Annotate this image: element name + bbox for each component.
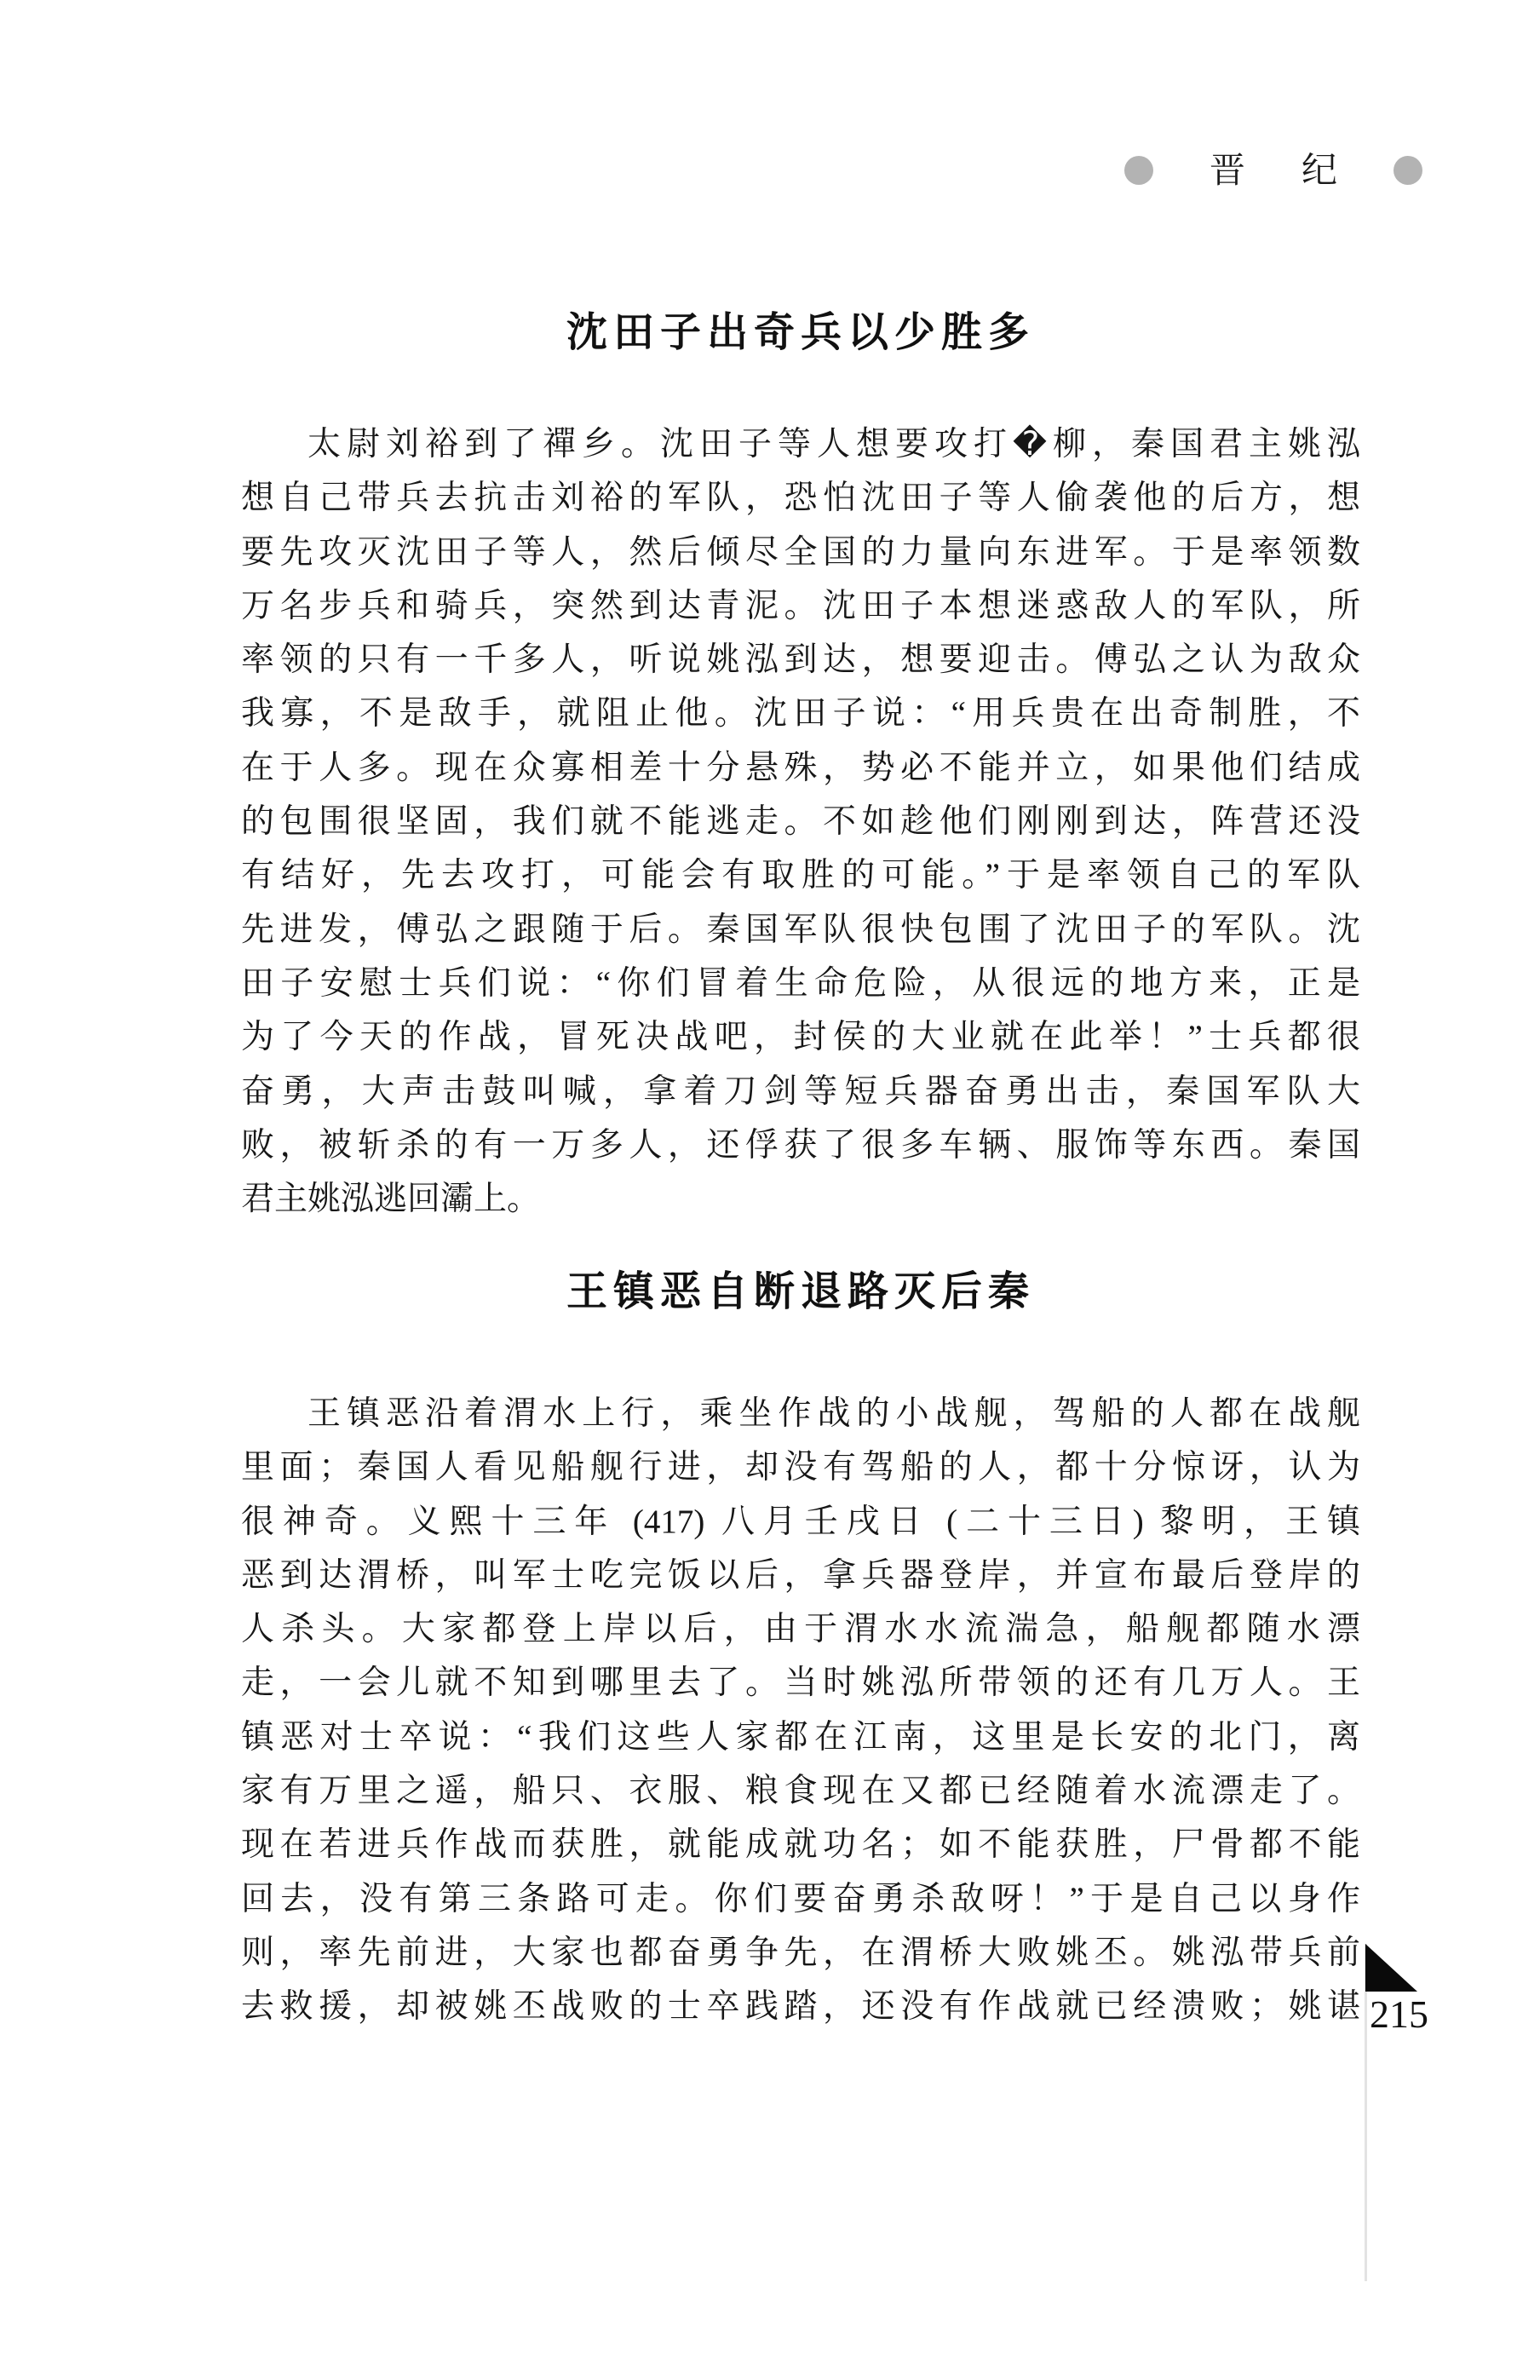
text-line: 很神奇。义熙十三年 (417) 八月壬戌日 (二十三日) 黎明，王镇 bbox=[241, 1503, 1360, 1540]
text-line: 现在若进兵作战而获胜，就能成就功名；如不能获胜，尸骨都不能 bbox=[241, 1826, 1360, 1864]
text-line: 先进发，傅弘之跟随于后。秦国军队很快包围了沈田子的军队。沈 bbox=[241, 911, 1360, 948]
text-line: 则，率先前进，大家也都奋勇争先，在渭桥大败姚丕。姚泓带兵前 bbox=[241, 1934, 1360, 1971]
header-dot-icon bbox=[1124, 156, 1153, 185]
page-corner-triangle-icon bbox=[1365, 1944, 1417, 1992]
text-line: 奋勇，大声击鼓叫喊，拿着刀剑等短兵器奋勇出击，秦国军队大 bbox=[241, 1072, 1360, 1110]
text-line: 在于人多。现在众寡相差十分悬殊，势必不能并立，如果他们结成 bbox=[241, 749, 1360, 786]
text-line: 君主姚泓逃回灞上。 bbox=[241, 1181, 541, 1218]
section-title: 王镇恶自断退路灭后秦 bbox=[566, 1269, 1035, 1314]
text-line: 王镇恶沿着渭水上行，乘坐作战的小战舰，驾船的人都在战舰 bbox=[307, 1395, 1360, 1432]
page-number: 215 bbox=[1370, 1992, 1428, 2036]
running-header bbox=[1124, 150, 1422, 191]
text-line: 家有万里之遥，船只、衣服、粮食现在又都已经随着水流漂走了。 bbox=[241, 1773, 1360, 1810]
text-line: 田子安慰士兵们说：“你们冒着生命危险，从很远的地方来，正是 bbox=[241, 964, 1360, 1002]
text-line: 镇恶对士卒说：“我们这些人家都在江南，这里是长安的北门，离 bbox=[241, 1718, 1360, 1756]
text-line: 太尉刘裕到了禪乡。沈田子等人想要攻打�柳，秦国君主姚泓 bbox=[307, 426, 1360, 463]
text-line: 去救援，却被姚丕战败的士卒践踏，还没有作战就已经溃败；姚谌 bbox=[241, 1988, 1360, 2026]
header-volume-char: 晋 bbox=[1209, 150, 1245, 190]
text-line: 我寡，不是敌手，就阻止他。沈田子说：“用兵贵在出奇制胜，不 bbox=[241, 695, 1360, 733]
text-line: 回去，没有第三条路可走。你们要奋勇杀敌呀！”于是自己以身作 bbox=[241, 1880, 1360, 1917]
text-line: 率领的只有一千多人，听说姚泓到达，想要迎击。傅弘之认为敌众 bbox=[241, 641, 1360, 679]
section-title: 沈田子出奇兵以少胜多 bbox=[566, 310, 1035, 355]
text-line: 败，被斩杀的有一万多人，还俘获了很多车辆、服饰等东西。秦国 bbox=[241, 1126, 1360, 1164]
text-line: 里面；秦国人看见船舰行进，却没有驾船的人，都十分惊讶，认为 bbox=[241, 1449, 1360, 1486]
text-line: 的包围很坚固，我们就不能逃走。不如趁他们刚刚到达，阵营还没 bbox=[241, 803, 1360, 841]
header-volume-char: 纪 bbox=[1301, 150, 1337, 190]
text-line: 有结好，先去攻打，可能会有取胜的可能。”于是率领自己的军队 bbox=[241, 857, 1360, 894]
text-line: 要先攻灭沈田子等人，然后倾尽全国的力量向东进军。于是率领数 bbox=[241, 533, 1360, 571]
text-line: 万名步兵和骑兵，突然到达青泥。沈田子本想迷惑敌人的军队，所 bbox=[241, 587, 1360, 624]
page-margin-rule bbox=[1365, 1944, 1367, 2281]
section-paragraph bbox=[241, 417, 1360, 1226]
text-line: 为了今天的作战，冒死决战吧，封侯的大业就在此举！”士兵都很 bbox=[241, 1019, 1360, 1056]
section-paragraph bbox=[241, 1387, 1360, 2034]
text-line: 走，一会儿就不知到哪里去了。当时姚泓所带领的还有几万人。王 bbox=[241, 1664, 1360, 1702]
text-line: 恶到达渭桥，叫军士吃完饭以后，拿兵器登岸，并宣布最后登岸的 bbox=[241, 1556, 1360, 1594]
text-line: 想自己带兵去抗击刘裕的军队，恐怕沈田子等人偷袭他的后方，想 bbox=[241, 480, 1360, 517]
text-line: 人杀头。大家都登上岸以后，由于渭水水流湍急，船舰都随水漂 bbox=[241, 1611, 1360, 1648]
header-dot-icon bbox=[1393, 156, 1422, 185]
